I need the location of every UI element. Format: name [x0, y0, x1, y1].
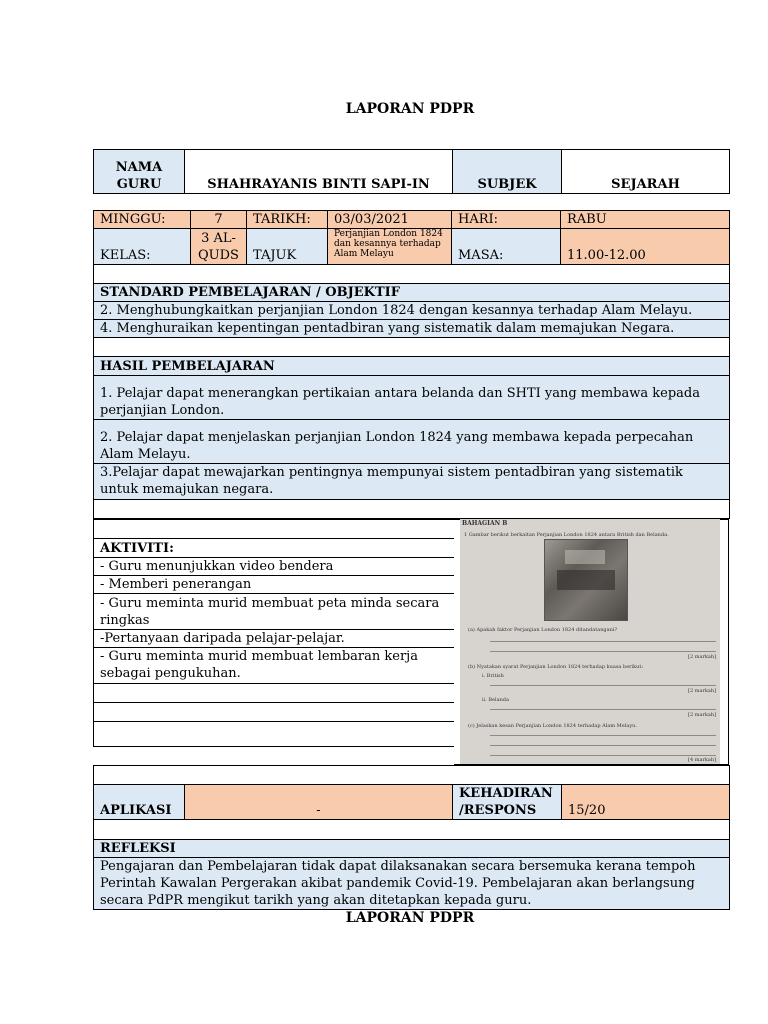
aktiviti-item: - Guru menunjukkan video bendera [94, 558, 455, 576]
historical-photo [544, 539, 628, 621]
spacer-row [94, 766, 730, 785]
masa-value: 11.00-12.00 [561, 229, 730, 265]
aktiviti-empty-row [94, 722, 455, 747]
nama-guru-label: NAMA GURU [94, 150, 185, 194]
spacer-row [94, 338, 730, 357]
kehadiran-value: 15/20 [562, 785, 730, 820]
hari-value: RABU [561, 211, 730, 229]
subjek-label: SUBJEK [453, 150, 562, 194]
spacer-row [94, 500, 730, 519]
worksheet-mark: [4 markah] [688, 757, 717, 763]
hari-label: HARI: [452, 211, 561, 229]
tarikh-label: TARIKH: [247, 211, 328, 229]
worksheet-question-b-ii: ii. Belanda [482, 697, 509, 703]
report-table [93, 210, 730, 519]
aktiviti-heading: AKTIVITI: [94, 539, 455, 558]
worksheet-mark: [2 markah] [688, 688, 717, 694]
hasil-heading: HASIL PEMBELAJARAN [94, 357, 730, 376]
kelas-value: 3 AL-QUDS [191, 229, 247, 265]
worksheet-question-a: (a) Apakah faktor Perjanjian London 1824 ditandatangani? [468, 627, 618, 633]
worksheet-photo [460, 519, 720, 764]
standard-item: 4. Menghuraikan kepentingan pentadbiran yang sistematik dalam memajukan Negara. [94, 320, 730, 338]
refleksi-text: Pengajaran dan Pembelajaran tidak dapat dilaksanakan secara bersemuka kerana tempoh Perintah Kawalan Pergerakan akibat pandemik Covid-19. Pembelajaran akan berlangsung secara PdPR mengikut tarikh yang akan ditetapkan kepada guru. [94, 858, 730, 910]
spacer-row [94, 265, 730, 284]
page-title: LAPORAN PDPR [345, 101, 475, 117]
worksheet-question-b: (b) Nyatakan syarat Perjanjian London 1824 terhadap kuasa berikut: [468, 664, 644, 670]
aplikasi-value: - [185, 785, 453, 820]
teacher-header-table [93, 149, 730, 194]
info-row-2 [94, 229, 730, 265]
aktiviti-spacer [94, 520, 455, 539]
worksheet-mark: [2 markah] [688, 712, 717, 718]
worksheet-question-c: (c) Jelaskan kesan Perjanjian London 1824 terhadap Alam Melayu. [468, 723, 637, 729]
aplikasi-refleksi-table [93, 765, 730, 910]
refleksi-heading: REFLEKSI [94, 840, 730, 858]
standard-heading: STANDARD PEMBELAJARAN / OBJEKTIF [94, 284, 730, 302]
tajuk-value: Perjanjian London 1824 dan kesannya terhadap Alam Melayu [328, 229, 452, 265]
info-row-1 [94, 211, 730, 229]
hasil-item: 3.Pelajar dapat mewajarkan pentingnya mempunyai sistem pentadbiran yang sistematik untuk memajukan negara. [94, 464, 730, 500]
masa-label: MASA: [452, 229, 561, 265]
aktiviti-item: - Memberi penerangan [94, 576, 455, 594]
tarikh-value: 03/03/2021 [328, 211, 452, 229]
spacer-row [94, 820, 730, 840]
subjek-value: SEJARAH [562, 150, 730, 194]
aktiviti-item: - Guru meminta murid membuat peta minda secara ringkas [94, 594, 455, 630]
hasil-item: 2. Pelajar dapat menjelaskan perjanjian London 1824 yang membawa kepada perpecahan Alam Melayu. [94, 420, 730, 464]
minggu-value: 7 [191, 211, 247, 229]
minggu-label: MINGGU: [94, 211, 191, 229]
page-title-bottom: LAPORAN PDPR [345, 910, 475, 926]
aktiviti-item: - Guru meminta murid membuat lembaran kerja sebagai pengukuhan. [94, 648, 455, 684]
worksheet-question-1: 1 Gambar berikut berkaitan Perjanjian London 1824 antara British dan Belanda. [464, 532, 669, 538]
aktiviti-empty-row [94, 684, 455, 703]
worksheet-heading: BAHAGIAN B [462, 520, 508, 527]
worksheet-mark: [2 markah] [688, 654, 717, 660]
standard-item: 2. Menghubungkaitkan perjanjian London 1824 dengan kesannya terhadap Alam Melayu. [94, 302, 730, 320]
aktiviti-empty-row [94, 703, 455, 722]
nama-guru-value: SHAHRAYANIS BINTI SAPI-IN [185, 150, 453, 194]
kelas-label: KELAS: [94, 229, 191, 265]
worksheet-question-b-i: i. British [482, 673, 504, 679]
hasil-item: 1. Pelajar dapat menerangkan pertikaian antara belanda dan SHTI yang membawa kepada perjanjian London. [94, 376, 730, 420]
tajuk-label: TAJUK [247, 229, 328, 265]
kehadiran-label: KEHADIRAN /RESPONS [453, 785, 562, 820]
aktiviti-item: -Pertanyaan daripada pelajar-pelajar. [94, 630, 455, 648]
aktiviti-table [93, 519, 455, 747]
aplikasi-label: APLIKASI [94, 785, 185, 820]
